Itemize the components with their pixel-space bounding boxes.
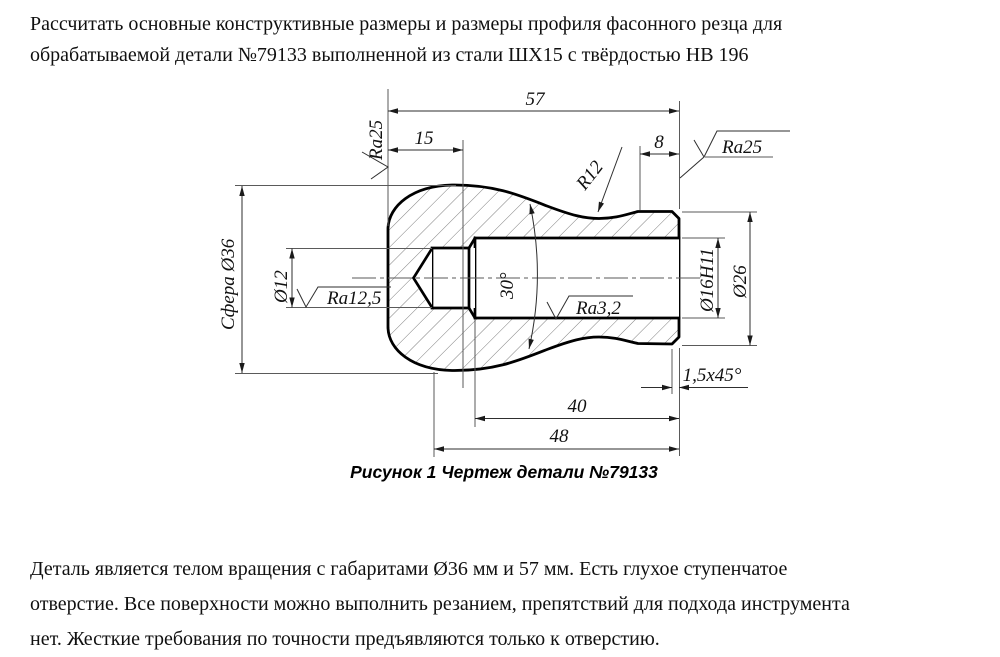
dim-d26 <box>730 212 751 346</box>
description-line-2: отверстие. Все поверхности можно выполнить резанием, препятствий для подхода инструмента <box>30 593 850 615</box>
figure-caption: Рисунок 1 Чертеж детали №79133 <box>350 462 658 482</box>
dim-sphere-label: Сфера Ø36 <box>218 238 239 330</box>
dim-48 <box>434 426 679 449</box>
dim-d16h11-label: Ø16H11 <box>697 247 718 312</box>
dim-r12 <box>572 147 622 212</box>
task-line-1: Рассчитать основные конструктивные размеры и размеры профиля фасонного резца для <box>30 13 783 35</box>
dim-d12-label: Ø12 <box>271 270 292 303</box>
dim-sphere-36 <box>218 186 242 373</box>
description-line-3: нет. Жесткие требования по точности предъявляются только к отверстию. <box>30 628 660 650</box>
dim-57-label: 57 <box>525 89 545 110</box>
dim-15 <box>388 128 463 150</box>
roughness-ra125 <box>297 287 391 309</box>
dim-40 <box>475 396 679 419</box>
dim-d26-label: Ø26 <box>730 265 751 298</box>
roughness-ra32-label: Ra3,2 <box>576 298 621 319</box>
dim-r12-label: R12 <box>572 157 608 195</box>
dim-48-label: 48 <box>549 426 569 447</box>
dim-chamfer <box>641 365 748 388</box>
roughness-top-right <box>680 131 790 178</box>
roughness-top-left <box>362 120 388 179</box>
roughness-ra125-label: Ra12,5 <box>327 288 382 309</box>
dim-15-label: 15 <box>414 128 434 149</box>
dim-40-label: 40 <box>567 396 587 417</box>
dim-8-label: 8 <box>654 132 664 153</box>
task-line-2: обрабатываемой детали №79133 выполненной из стали ШХ15 с твёрдостью НВ 196 <box>30 44 749 66</box>
roughness-top-left-label: Ra25 <box>366 119 387 160</box>
roughness-top-right-label: Ra25 <box>722 137 763 158</box>
dim-30deg-label: 30° <box>497 272 518 299</box>
dim-57 <box>388 89 679 111</box>
dim-d12 <box>271 249 292 308</box>
dim-d16h11 <box>697 238 718 318</box>
description-paragraph <box>30 552 980 657</box>
dim-chamfer-label: 1,5x45° <box>682 365 742 386</box>
description-line-1: Деталь является телом вращения с габаритами Ø36 мм и 57 мм. Есть глухое ступенчатое <box>30 558 788 580</box>
dim-8 <box>640 132 679 154</box>
